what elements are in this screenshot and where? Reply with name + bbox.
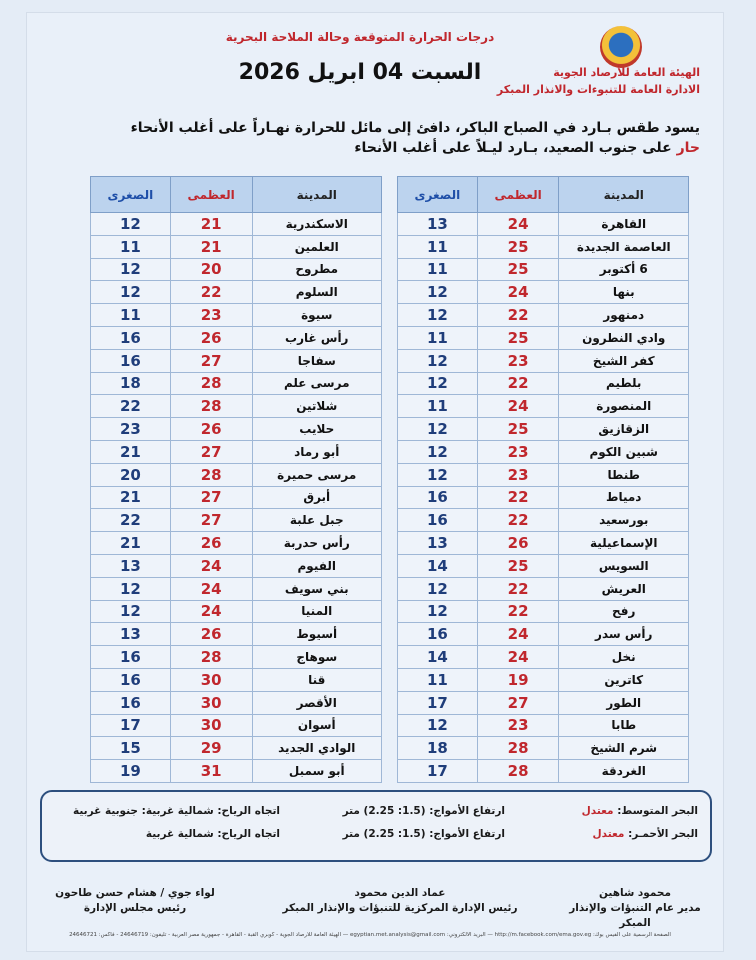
table-row	[91, 440, 382, 463]
cell-max: 25	[477, 554, 559, 577]
cell-city: الطور	[559, 691, 689, 714]
wave-height: ارتفاع الأمواج: (1.5: 2.25) متر	[342, 805, 505, 817]
cell-max: 27	[477, 691, 559, 714]
cell-min: 16	[91, 349, 171, 372]
cell-city: الزقازيق	[559, 418, 689, 441]
cell-min: 11	[398, 235, 478, 258]
table-row	[398, 349, 689, 372]
cell-max: 25	[477, 258, 559, 281]
cell-max: 22	[477, 372, 559, 395]
cell-max: 23	[477, 463, 559, 486]
table-row	[91, 600, 382, 623]
cell-city: المنصورة	[559, 395, 689, 418]
cell-city: العلمين	[252, 235, 382, 258]
cell-max: 26	[170, 623, 252, 646]
weather-summary	[70, 118, 700, 158]
org-department: الادارة العامة للتنبوءات والانذار المبكر	[496, 83, 700, 96]
page-title-date: السبت 04 ابريل 2026	[238, 60, 482, 85]
cell-min: 13	[91, 623, 171, 646]
cell-min: 16	[91, 691, 171, 714]
cell-max: 22	[477, 509, 559, 532]
cell-city: بنها	[559, 281, 689, 304]
cell-city: رأس سدر	[559, 623, 689, 646]
table-row	[398, 326, 689, 349]
cell-city: شبين الكوم	[559, 440, 689, 463]
page-subtitle: درجات الحرارة المتوقعة وحالة الملاحة البحرية	[225, 30, 495, 44]
cell-min: 23	[91, 418, 171, 441]
table-row	[398, 577, 689, 600]
col-header-max: العظمى	[477, 177, 559, 213]
table-row	[398, 691, 689, 714]
cell-min: 12	[398, 281, 478, 304]
wind-direction: اتجاه الرياح: شمالية غربية: جنوبية غربية	[73, 805, 280, 817]
cell-min: 12	[398, 440, 478, 463]
cell-city: السويس	[559, 554, 689, 577]
cell-max: 29	[170, 737, 252, 760]
table-row	[91, 281, 382, 304]
cell-min: 11	[398, 258, 478, 281]
cell-max: 24	[477, 646, 559, 669]
cell-city: دمنهور	[559, 304, 689, 327]
signature-block: لواء جوي / هشام حسن طاحون رئيس مجلس الإدارة	[55, 887, 215, 914]
cell-max: 27	[170, 440, 252, 463]
cell-city: طنطا	[559, 463, 689, 486]
cell-city: سيوة	[252, 304, 382, 327]
cell-max: 27	[170, 349, 252, 372]
cell-city: سوهاج	[252, 646, 382, 669]
cell-city: قنا	[252, 668, 382, 691]
cell-min: 22	[91, 395, 171, 418]
cell-city: العاصمة الجديدة	[559, 235, 689, 258]
org-name: الهيئة العامة للأرصاد الجوية	[553, 66, 700, 79]
cell-city: كفر الشيخ	[559, 349, 689, 372]
cell-min: 20	[91, 463, 171, 486]
table-row	[398, 668, 689, 691]
table-row	[398, 623, 689, 646]
cell-min: 12	[91, 600, 171, 623]
cell-max: 23	[477, 440, 559, 463]
table-row	[91, 760, 382, 783]
wind-direction: اتجاه الرياح: شمالية غربية	[145, 828, 280, 840]
cell-min: 18	[398, 737, 478, 760]
summary-hot-word: حار	[676, 140, 700, 156]
table-row	[91, 737, 382, 760]
sea-row-red-sea	[42, 828, 710, 846]
cell-city: شلاتين	[252, 395, 382, 418]
cell-max: 30	[170, 714, 252, 737]
cell-max: 23	[170, 304, 252, 327]
cell-city: أبو سمبل	[252, 760, 382, 783]
cell-city: أبرق	[252, 486, 382, 509]
cell-min: 12	[398, 577, 478, 600]
summary-line-2-rest: على جنوب الصعيد، بـارد ليـلاً على أغلب الأنحاء	[354, 140, 672, 156]
table-row	[398, 554, 689, 577]
table-row	[398, 281, 689, 304]
cell-min: 11	[91, 235, 171, 258]
cell-max: 25	[477, 418, 559, 441]
table-row	[398, 440, 689, 463]
cell-max: 24	[170, 600, 252, 623]
cell-min: 11	[398, 668, 478, 691]
cell-city: 6 أكتوبر	[559, 258, 689, 281]
table-row	[398, 258, 689, 281]
cell-min: 11	[91, 304, 171, 327]
cell-min: 15	[91, 737, 171, 760]
cell-min: 21	[91, 486, 171, 509]
cell-city: دمياط	[559, 486, 689, 509]
cell-max: 24	[477, 623, 559, 646]
cell-max: 23	[477, 349, 559, 372]
table-row	[398, 235, 689, 258]
cell-min: 12	[398, 714, 478, 737]
cell-min: 17	[398, 691, 478, 714]
sea-label: البحر الأحمـر: معتدل	[592, 828, 698, 840]
cell-min: 16	[91, 668, 171, 691]
cell-min: 12	[91, 281, 171, 304]
signature-block: عماد الدين محمود رئيس الإدارة المركزية للتنبؤات والإنذار المبكر	[282, 887, 518, 914]
table-row	[398, 714, 689, 737]
cell-min: 12	[398, 600, 478, 623]
table-row	[91, 714, 382, 737]
cell-city: شرم الشيخ	[559, 737, 689, 760]
cell-city: الفيوم	[252, 554, 382, 577]
cell-min: 16	[398, 486, 478, 509]
footer-contact: الصفحة الرسمية على الفيس بوك: http://m.facebook.com/ema.gov.eg — البريد الالكتروني: egyptian.met.analysis@gmail.com — الهيئة العامة للأرصاد الجوية - كوبري القبة - القاهرة - جمهورية مصر العربية - تليفون: 24646719 - فاكس: 24646721	[69, 932, 671, 938]
cell-min: 14	[398, 554, 478, 577]
table-row	[91, 646, 382, 669]
col-header-max: العظمى	[170, 177, 252, 213]
cell-min: 19	[91, 760, 171, 783]
cell-city: سفاجا	[252, 349, 382, 372]
table-row	[398, 737, 689, 760]
cell-max: 24	[170, 554, 252, 577]
cell-max: 28	[170, 372, 252, 395]
cell-city: نخل	[559, 646, 689, 669]
table-row	[398, 395, 689, 418]
table-row	[91, 235, 382, 258]
table-row	[91, 213, 382, 236]
wave-height: ارتفاع الأمواج: (1.5: 2.25) متر	[342, 828, 505, 840]
table-row	[91, 304, 382, 327]
cell-max: 24	[477, 213, 559, 236]
cell-min: 17	[398, 760, 478, 783]
cell-min: 11	[398, 395, 478, 418]
cell-city: رفح	[559, 600, 689, 623]
right-temperature-table	[397, 176, 689, 783]
table-row	[91, 486, 382, 509]
cell-city: السلوم	[252, 281, 382, 304]
ema-logo-icon	[600, 26, 642, 68]
cell-max: 22	[170, 281, 252, 304]
cell-city: رأس حدربة	[252, 532, 382, 555]
cell-min: 12	[91, 258, 171, 281]
cell-min: 22	[91, 509, 171, 532]
cell-city: مطروح	[252, 258, 382, 281]
cell-max: 31	[170, 760, 252, 783]
cell-min: 13	[398, 213, 478, 236]
table-row	[398, 760, 689, 783]
cell-city: الاسكندرية	[252, 213, 382, 236]
cell-city: جبل علبة	[252, 509, 382, 532]
cell-max: 28	[170, 646, 252, 669]
table-row	[398, 463, 689, 486]
cell-city: بلطيم	[559, 372, 689, 395]
cell-city: أسيوط	[252, 623, 382, 646]
table-row	[398, 600, 689, 623]
cell-max: 22	[477, 304, 559, 327]
cell-min: 14	[398, 646, 478, 669]
table-row	[91, 463, 382, 486]
cell-max: 27	[170, 486, 252, 509]
table-row	[398, 372, 689, 395]
cell-city: أسوان	[252, 714, 382, 737]
cell-max: 28	[170, 395, 252, 418]
table-row	[91, 395, 382, 418]
cell-min: 12	[398, 349, 478, 372]
cell-city: بورسعيد	[559, 509, 689, 532]
cell-min: 16	[91, 326, 171, 349]
cell-min: 12	[91, 577, 171, 600]
table-row	[398, 509, 689, 532]
table-row	[91, 532, 382, 555]
cell-min: 21	[91, 440, 171, 463]
cell-city: الوادي الجديد	[252, 737, 382, 760]
sea-label: البحر المتوسط: معتدل	[581, 805, 698, 817]
cell-max: 26	[170, 326, 252, 349]
cell-min: 12	[398, 304, 478, 327]
table-row	[398, 486, 689, 509]
signature-block: محمود شاهين مدير عام التنبؤات والإنذار المبكر	[569, 887, 701, 929]
col-header-min: الصغرى	[398, 177, 478, 213]
cell-max: 30	[170, 668, 252, 691]
table-row	[398, 304, 689, 327]
cell-min: 12	[398, 463, 478, 486]
cell-max: 27	[170, 509, 252, 532]
cell-max: 28	[170, 463, 252, 486]
col-header-min: الصغرى	[91, 177, 171, 213]
cell-min: 13	[91, 554, 171, 577]
cell-min: 16	[91, 646, 171, 669]
cell-max: 26	[170, 532, 252, 555]
table-row	[398, 213, 689, 236]
cell-max: 24	[170, 577, 252, 600]
table-row	[91, 372, 382, 395]
col-header-city: المدينة	[252, 177, 382, 213]
table-row	[91, 623, 382, 646]
cell-city: طابا	[559, 714, 689, 737]
cell-min: 11	[398, 326, 478, 349]
cell-max: 22	[477, 577, 559, 600]
table-row	[91, 691, 382, 714]
cell-max: 28	[477, 760, 559, 783]
cell-city: رأس غارب	[252, 326, 382, 349]
table-row	[91, 668, 382, 691]
cell-max: 24	[477, 395, 559, 418]
cell-city: مرسى علم	[252, 372, 382, 395]
cell-min: 12	[398, 372, 478, 395]
cell-city: مرسى حميرة	[252, 463, 382, 486]
cell-max: 19	[477, 668, 559, 691]
col-header-city: المدينة	[559, 177, 689, 213]
table-row	[91, 554, 382, 577]
cell-min: 21	[91, 532, 171, 555]
cell-min: 13	[398, 532, 478, 555]
cell-min: 17	[91, 714, 171, 737]
summary-line-2	[70, 138, 700, 158]
table-row	[91, 418, 382, 441]
summary-line-1: يسود طقس بـارد في الصباح الباكر، دافئ إلى مائل للحرارة نهـاراً على أغلب الأنحاء	[130, 120, 700, 136]
table-row	[398, 646, 689, 669]
cell-min: 18	[91, 372, 171, 395]
cell-max: 24	[477, 281, 559, 304]
cell-min: 16	[398, 509, 478, 532]
table-row	[91, 577, 382, 600]
cell-max: 26	[477, 532, 559, 555]
table-row	[91, 349, 382, 372]
cell-max: 21	[170, 213, 252, 236]
table-row	[91, 509, 382, 532]
cell-city: الغردقة	[559, 760, 689, 783]
cell-city: العريش	[559, 577, 689, 600]
cell-min: 16	[398, 623, 478, 646]
cell-max: 23	[477, 714, 559, 737]
cell-max: 28	[477, 737, 559, 760]
table-row	[91, 326, 382, 349]
cell-max: 25	[477, 235, 559, 258]
table-row	[398, 532, 689, 555]
table-row	[398, 418, 689, 441]
cell-max: 22	[477, 600, 559, 623]
sea-row-mediterranean	[42, 805, 710, 823]
sea-conditions-box	[40, 790, 712, 862]
cell-min: 12	[91, 213, 171, 236]
left-temperature-table	[90, 176, 382, 783]
cell-min: 12	[398, 418, 478, 441]
cell-city: الإسماعيلية	[559, 532, 689, 555]
cell-max: 22	[477, 486, 559, 509]
cell-max: 30	[170, 691, 252, 714]
cell-city: حلايب	[252, 418, 382, 441]
cell-city: أبو رماد	[252, 440, 382, 463]
cell-city: القاهرة	[559, 213, 689, 236]
cell-city: بني سويف	[252, 577, 382, 600]
cell-city: المنيا	[252, 600, 382, 623]
cell-city: كاترين	[559, 668, 689, 691]
cell-max: 21	[170, 235, 252, 258]
cell-max: 26	[170, 418, 252, 441]
cell-max: 20	[170, 258, 252, 281]
cell-city: الأقصر	[252, 691, 382, 714]
cell-city: وادي النطرون	[559, 326, 689, 349]
table-row	[91, 258, 382, 281]
cell-max: 25	[477, 326, 559, 349]
